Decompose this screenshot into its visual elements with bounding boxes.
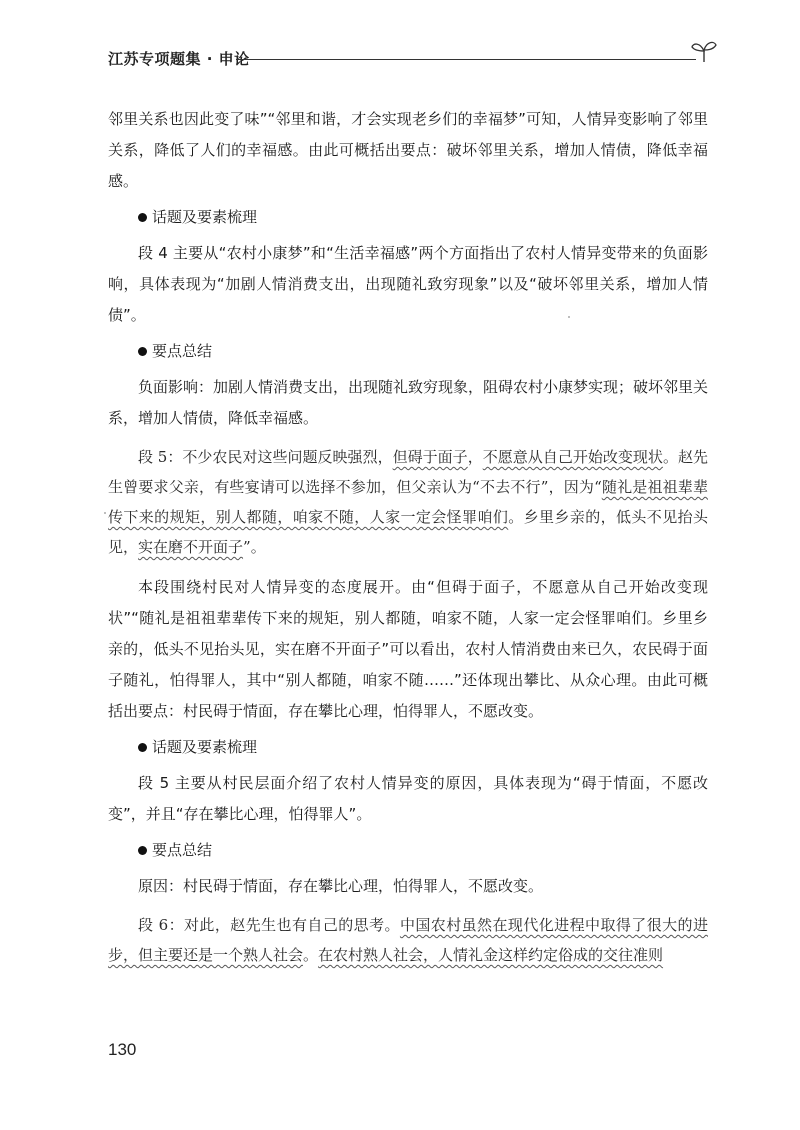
bullet-heading <box>108 835 708 866</box>
scan-speck <box>568 316 570 318</box>
scan-speck <box>104 512 106 514</box>
underlined-phrase: 不愿意从自己开始改变现状 <box>482 448 663 466</box>
paragraph: 原因：村民碍于情面，存在攀比心理，怕得罪人，不愿改变。 <box>138 877 544 895</box>
source-excerpt-5 <box>108 442 708 562</box>
bullet-dot-icon <box>138 846 147 855</box>
running-header <box>108 44 718 72</box>
bullet-dot-icon <box>138 347 147 356</box>
paragraph: 邻里关系也因此变了味”“邻里和谐，才会实现老乡们的幸福梦”可知，人情异变影响了邻里关系，降低了人们的幸福感。由此可概括出要点：破坏邻里关系，增加人情债，降低幸福感。 <box>108 110 708 190</box>
page-number: 130 <box>108 1040 137 1059</box>
underlined-phrase: 实在磨不开面子 <box>138 538 244 556</box>
bullet-heading <box>108 336 708 367</box>
paragraph: 段 4 主要从“农村小康梦”和“生活幸福感”两个方面指出了农村人情异变带来的负面影响，具体表现为“加剧人情消费支出，出现随礼致穷现象”以及“破坏邻里关系，增加人情债”。 <box>108 244 708 324</box>
excerpt-text: 。赵先生曾要求父亲，有些宴请可以选择不参加，但父亲认为“不去不行”，因为“ <box>108 448 708 496</box>
excerpt-text: ， <box>467 448 483 466</box>
sprout-icon <box>690 38 718 64</box>
excerpt-text: 。 <box>303 946 319 964</box>
underlined-phrase: 随礼是祖祖辈辈传下来的规矩，别人都随，咱家不随，人家一定会怪罪咱们 <box>108 478 708 526</box>
paragraph: 段 5 主要从村民层面介绍了农村人情异变的原因，具体表现为“碍于情面，不愿改变”，并且“存在攀比心理，怕得罪人”。 <box>108 774 708 823</box>
excerpt-text: 段 6：对此，赵先生也有自己的思考。 <box>138 916 400 934</box>
excerpt-text: ”。 <box>243 538 266 556</box>
excerpt-text: 。乡里乡亲的，低头不见抬头见， <box>108 508 708 556</box>
bullet-dot-icon <box>138 743 147 752</box>
page-body <box>108 104 708 980</box>
underlined-phrase: 中国农村虽然在现代化进程中取得了很大的进步，但主要还是一个熟人社会 <box>108 916 708 964</box>
bullet-dot-icon <box>138 213 147 222</box>
underlined-phrase: 在农村熟人社会，人情礼金这样约定俗成的交往准则 <box>318 946 664 964</box>
bullet-label: 话题及要素梳理 <box>152 738 258 756</box>
header-title: 江苏专项题集 · 申论 <box>108 50 250 68</box>
bullet-label: 话题及要素梳理 <box>152 208 258 226</box>
underlined-phrase: 但碍于面子 <box>392 448 468 466</box>
source-excerpt-6 <box>108 910 708 970</box>
bullet-heading <box>108 202 708 233</box>
bullet-heading <box>108 732 708 763</box>
bullet-label: 要点总结 <box>152 841 213 859</box>
bullet-label: 要点总结 <box>152 342 213 360</box>
header-rule <box>236 59 696 60</box>
paragraph: 本段围绕村民对人情异变的态度展开。由“但碍于面子，不愿意从自己开始改变现状”“随礼是祖祖辈辈传下来的规矩，别人都随，咱家不随，人家一定会怪罪咱们。乡里乡亲的，低头不见抬头见，实在磨不开面子”可以看出，农村人情消费由来已久，农民碍于面子随礼，怕得罪人，其中“别人都随，咱家不随……”还体现出攀比、从众心理。由此可概括出要点：村民碍于情面，存在攀比心理，怕得罪人，不愿改变。 <box>108 578 708 720</box>
excerpt-text: 段 5：不少农民对这些问题反映强烈， <box>138 448 393 466</box>
paragraph: 负面影响：加剧人情消费支出，出现随礼致穷现象，阻碍农村小康梦实现；破坏邻里关系，增加人情债，降低幸福感。 <box>108 378 709 427</box>
